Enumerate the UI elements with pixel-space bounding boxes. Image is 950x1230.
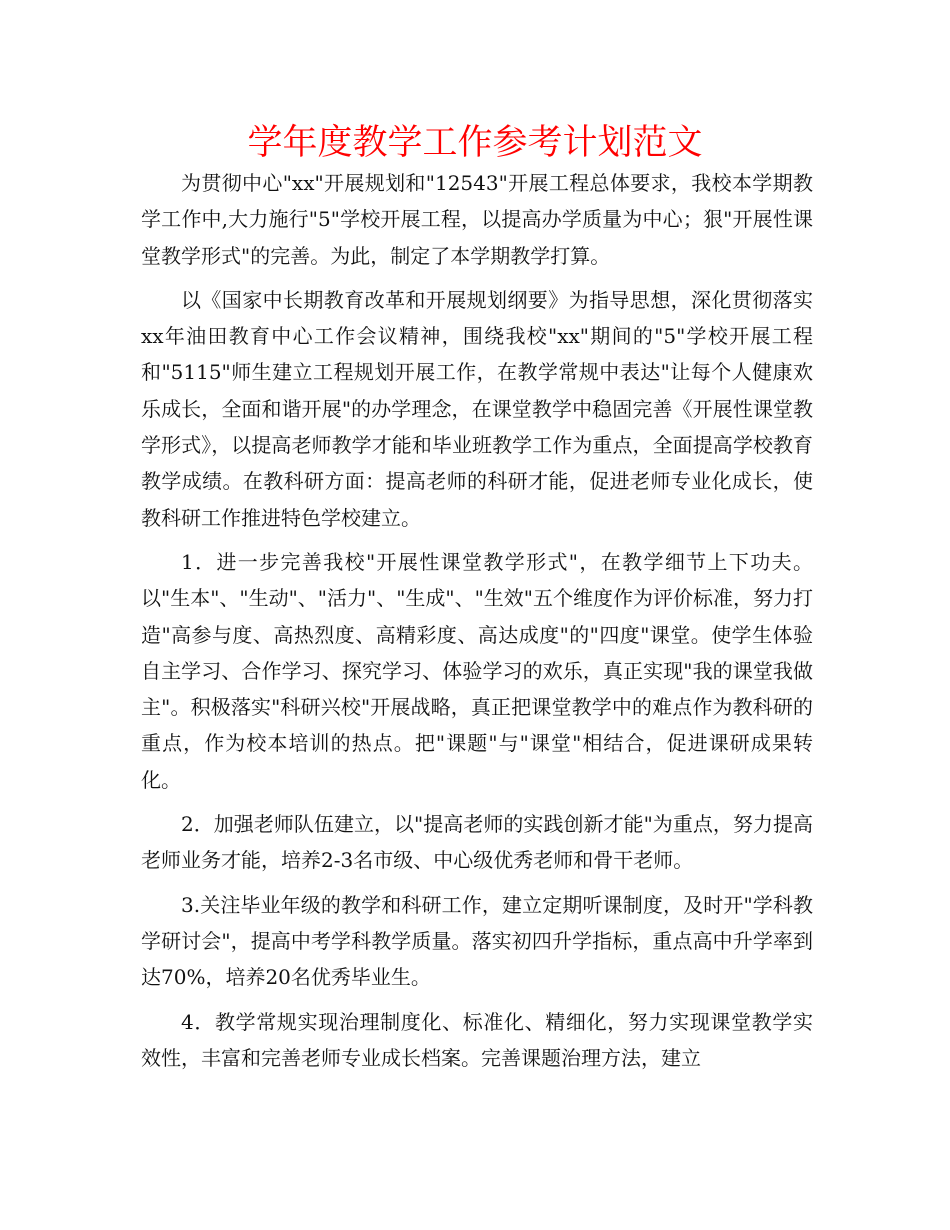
- paragraph-intro: 为贯彻中心"xx"开展规划和"12543"开展工程总体要求，我校本学期教学工作中,大力施行"5"学校开展工程，以提高办学质量为中心；狠"开展性课堂教学形式"的完善。为此，制定了本学期教学打算。: [141, 171, 813, 268]
- paragraph-item-4: 4．教学常规实现治理制度化、标准化、精细化，努力实现课堂教学实效性，丰富和完善老师专业成长档案。完善课题治理方法，建立: [141, 1009, 813, 1070]
- paragraph-guiding-thought: 以《国家中长期教育改革和开展规划纲要》为指导思想，深化贯彻落实xx年油田教育中心工作会议精神，围绕我校"xx"期间的"5"学校开展工程和"5115"师生建立工程规划开展工作，在教学常规中表达"让每个人健康欢乐成长，全面和谐开展"的办学理念，在课堂教学中稳固完善《开展性课堂教学形式》，以提高老师教学才能和毕业班教学工作为重点，全面提高学校教育教学成绩。在教科研方面：提高老师的科研才能，促进老师专业化成长，使教科研工作推进特色学校建立。: [141, 287, 813, 530]
- document-title: 学年度教学工作参考计划范文: [247, 123, 703, 163]
- document-body: [141, 165, 813, 1084]
- paragraph-item-2: 2．加强老师队伍建立，以"提高老师的实践创新才能"为重点，努力提高老师业务才能，培养2-3名市级、中心级优秀老师和骨干老师。: [141, 812, 813, 873]
- paragraph-item-1: 1．进一步完善我校"开展性课堂教学形式"，在教学细节上下功夫。以"生本"、"生动"、"活力"、"生成"、"生效"五个维度作为评价标准，努力打造"高参与度、高热烈度、高精彩度、高达成度"的"四度"课堂。使学生体验自主学习、合作学习、探究学习、体验学习的欢乐，真正实现"我的课堂我做主"。积极落实"科研兴校"开展战略，真正把课堂教学中的难点作为教科研的重点，作为校本培训的热点。把"课题"与"课堂"相结合，促进课研成果转化。: [141, 549, 813, 792]
- paragraph-item-3: 3.关注毕业年级的教学和科研工作，建立定期听课制度，及时开"学科教学研讨会"，提高中考学科教学质量。落实初四升学指标，重点高中升学率到达70%，培养20名优秀毕业生。: [141, 892, 813, 990]
